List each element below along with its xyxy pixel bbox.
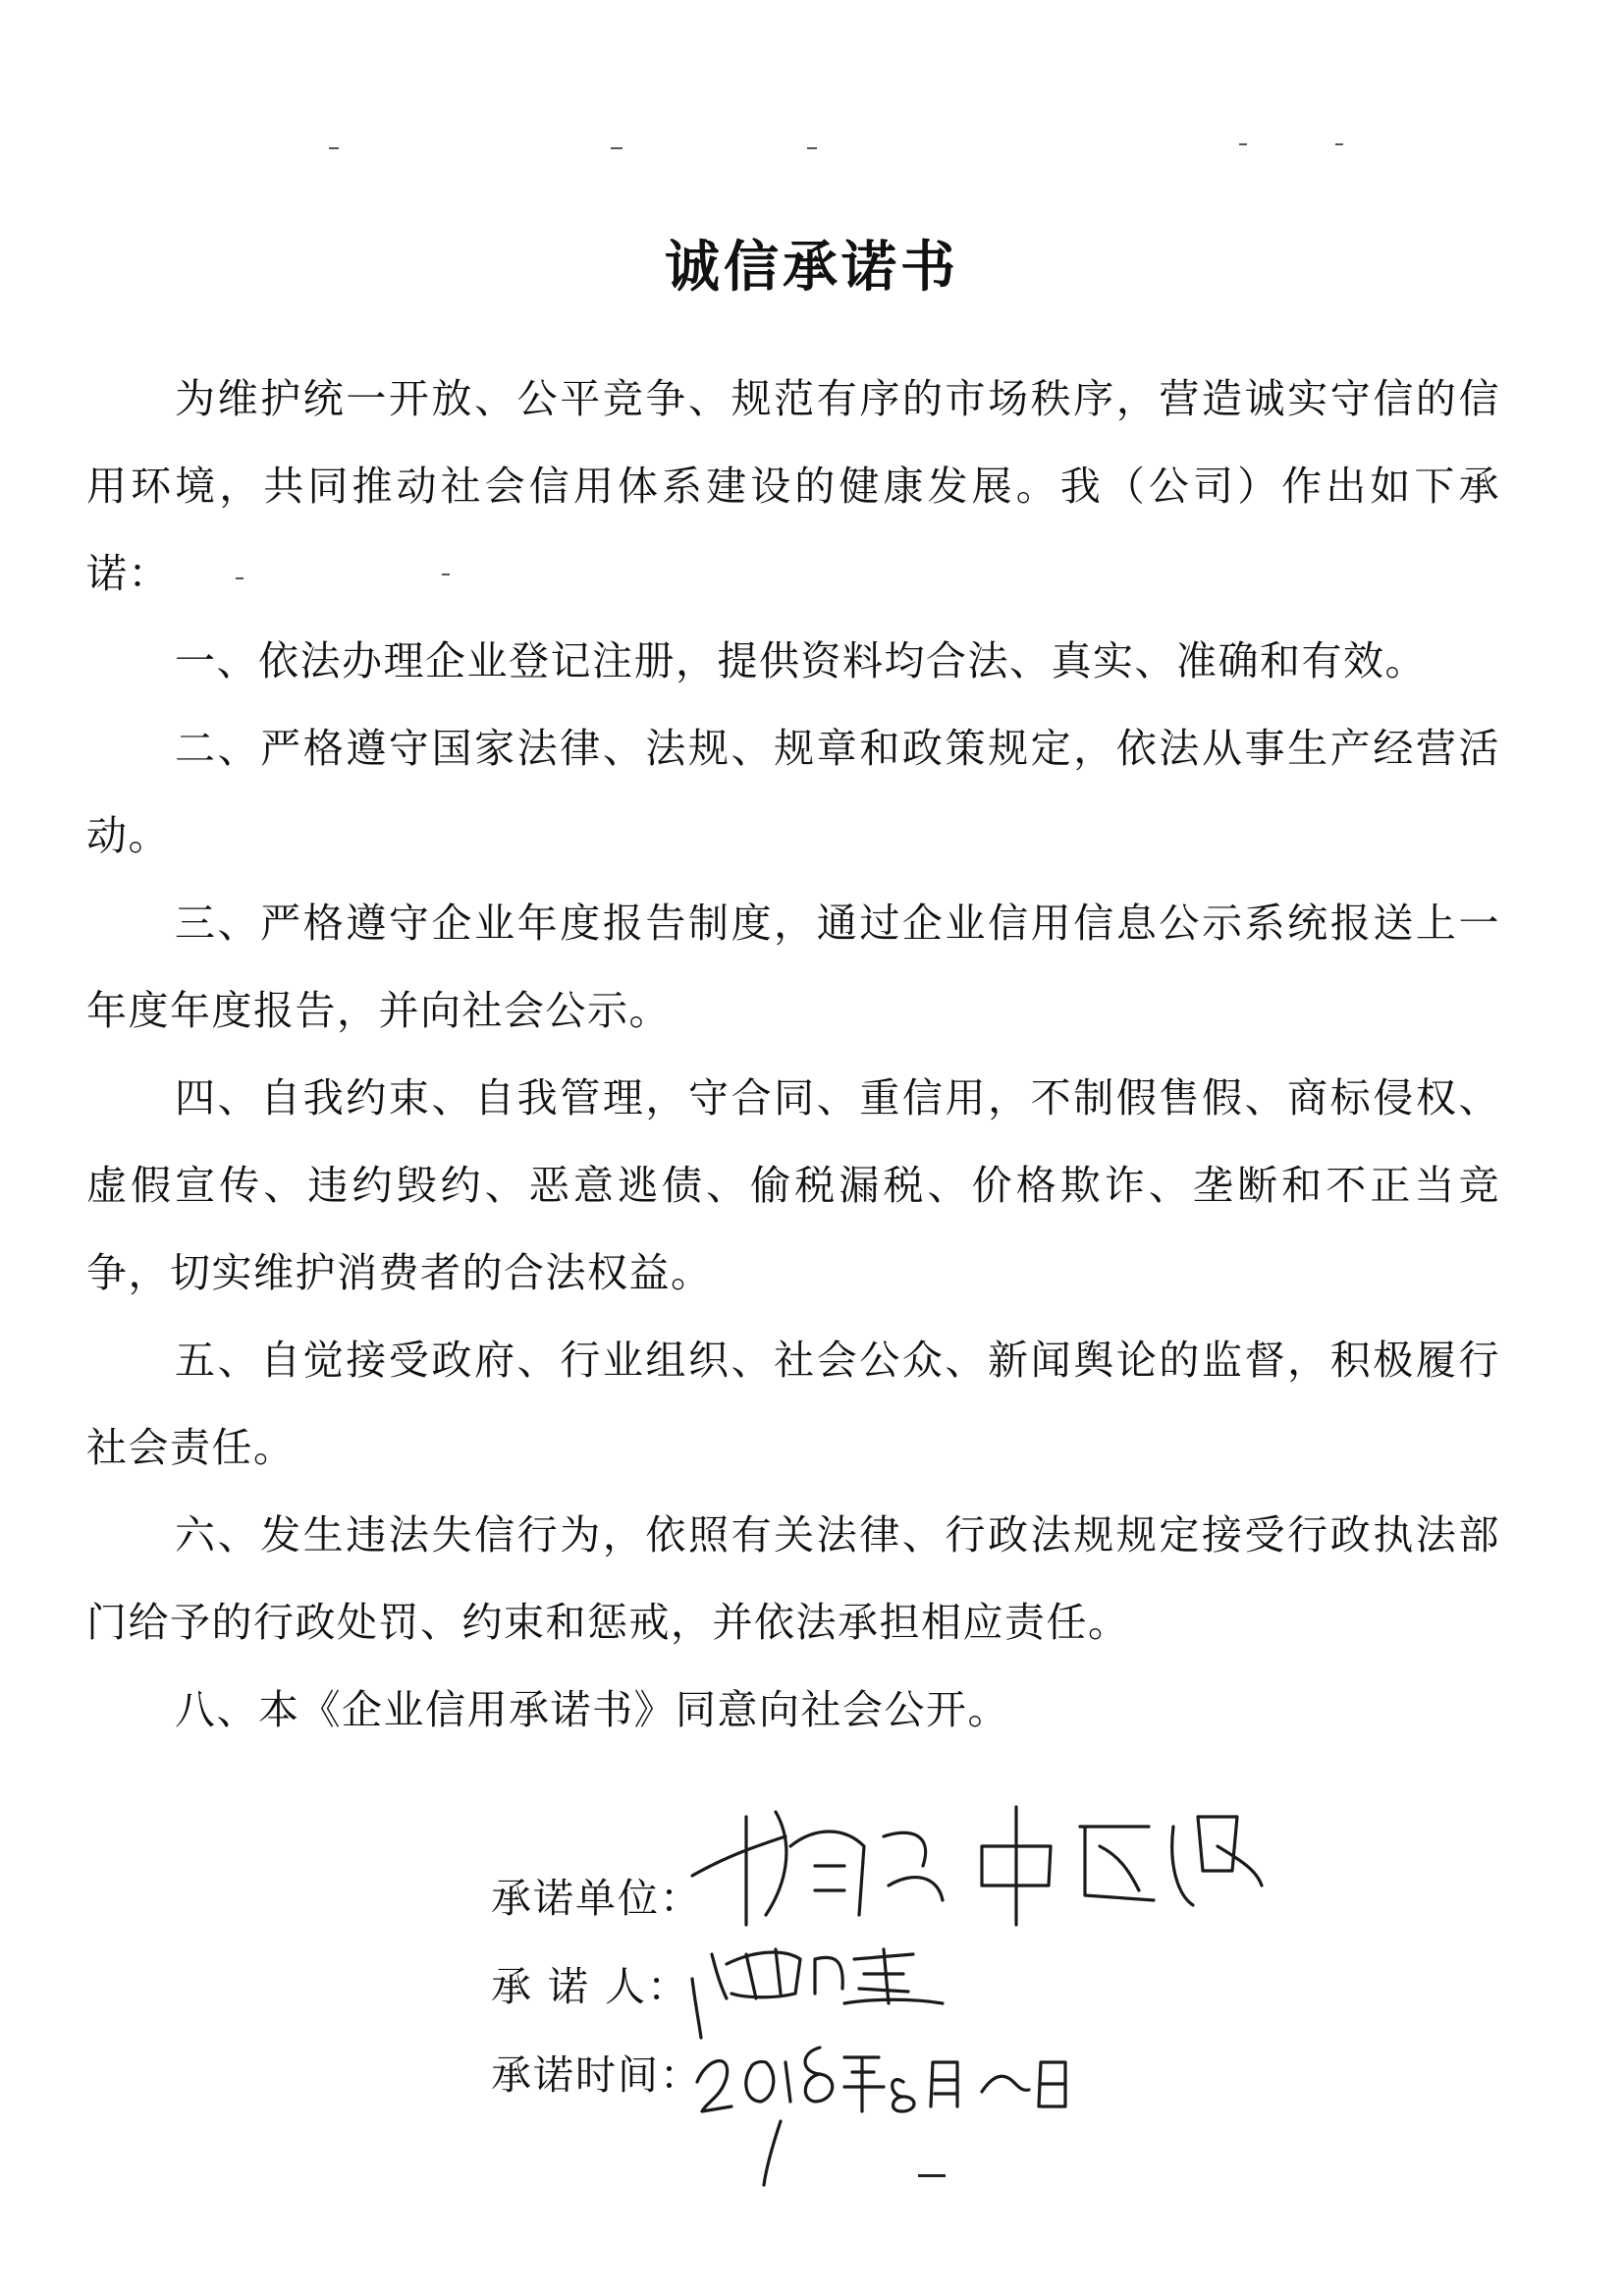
intro-paragraph: 为维护统一开放、公平竞争、规范有序的市场秩序，营造诚实守信的信用环境，共同推动社会信用体系建设的健康发展。我（公司）作出如下承诺： (86, 375, 1500, 597)
clause-6: 六、发生违法失信行为，依照有关法律、行政法规规定接受行政执法部门给予的行政处罚、约束和惩戒，并依法承担相应责任。 (86, 1511, 1500, 1646)
promisor-label: 承 诺 人： (491, 1963, 690, 2010)
clause-8: 八、本《企业信用承诺书》同意向社会公开。 (175, 1686, 1009, 1733)
clause-5: 五、自觉接受政府、行业组织、社会公众、新闻舆论的监督，积极履行社会责任。 (86, 1337, 1500, 1471)
clause-4: 四、自我约束、自我管理，守合同、重信用，不制假售假、商标侵权、虚假宣传、违约毁约、恶意逃债、偷税漏税、价格欺诈、垄断和不正当竞争，切实维护消费者的合法权益。 (86, 1074, 1500, 1296)
clause-1: 一、依法办理企业登记注册，提供资料均合法、真实、准确和有效。 (175, 637, 1427, 684)
promise-date-label: 承诺时间： (491, 2051, 702, 2099)
signing-unit-label: 承诺单位： (491, 1875, 702, 1922)
clause-3: 三、严格遵守企业年度报告制度，通过企业信用信息公示系统报送上一年度年度报告，并向社会公示。 (86, 900, 1500, 1034)
document-title: 诚信承诺书 (665, 236, 959, 300)
clause-2: 二、严格遵守国家法律、法规、规章和政策规定，依法从事生产经营活动。 (86, 725, 1500, 859)
